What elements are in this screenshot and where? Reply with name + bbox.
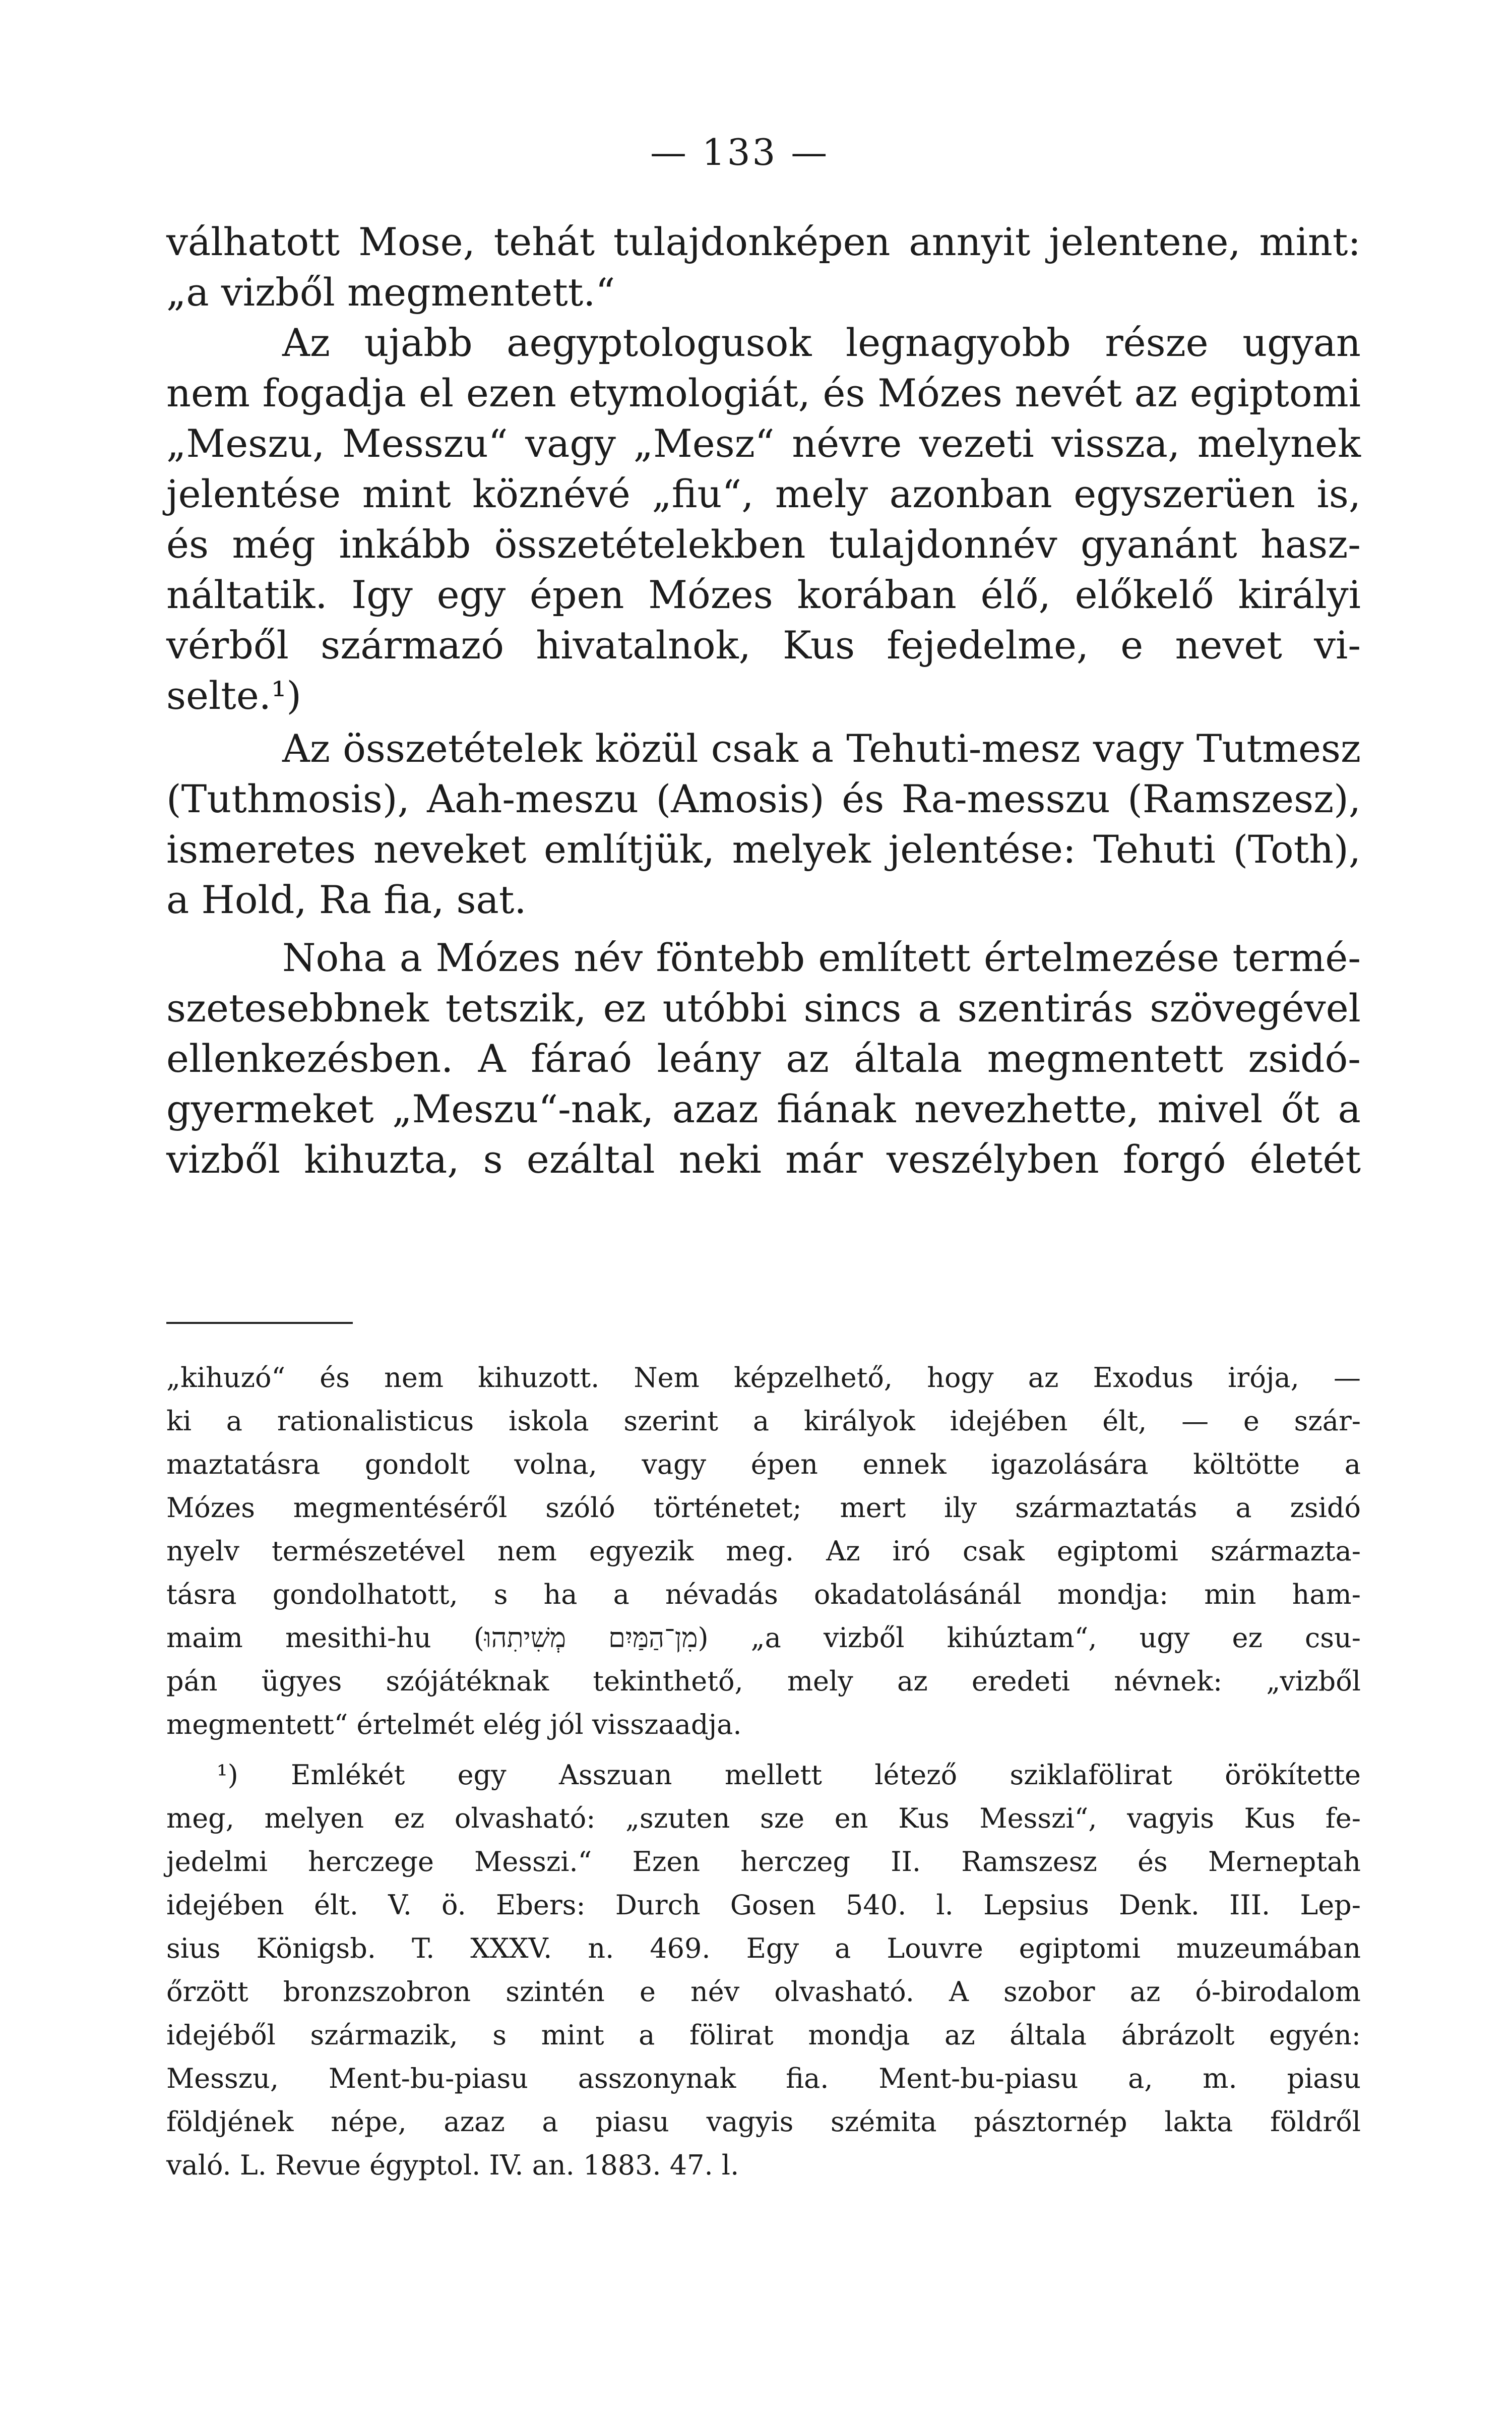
main-text-line-8: náltatik. Igy egy épen Mózes korában élő, előkelő királyi xyxy=(166,572,1361,617)
footnote-line-17: Messzu, Ment-bu-piasu asszonynak fia. Ment-bu-piasu a, m. piasu xyxy=(166,2063,1361,2094)
main-text-line-4: nem fogadja el ezen etymologiát, és Mózes nevét az egiptomi xyxy=(166,371,1361,415)
footnote-line-7: maim mesithi-hu (מִן־הַמַּיִם מְשִׁיתִהוּ) „a vizből kihúztam“, ugy ez csu- xyxy=(166,1622,1361,1654)
footnote-line-3: maztatásra gondolt volna, vagy épen ennek igazolására költötte a xyxy=(166,1448,1361,1480)
main-text-line-17: ellenkezésben. A fáraó leány az általa megmentett zsidó- xyxy=(166,1036,1361,1081)
main-text-line-10: selte.¹) xyxy=(166,673,302,718)
footnote-line-15: őrzött bronzszobron szintén e név olvasható. A szobor az ó-birodalom xyxy=(166,1976,1361,2008)
main-text-line-19: vizből kihuzta, s ezáltal neki már veszélyben forgó életét xyxy=(166,1137,1361,1182)
footnote-line-2: ki a rationalisticus iskola szerint a királyok idejében élt, — e szár- xyxy=(166,1405,1361,1437)
footnote-line-10: ¹) Emlékét egy Asszuan mellett létező sziklafölirat örökítette xyxy=(217,1759,1361,1791)
footnote-line-18: földjének népe, azaz a piasu vagyis szémita pásztornép lakta földről xyxy=(166,2106,1361,2138)
footnote-line-5: nyelv természetével nem egyezik meg. Az iró csak egiptomi származta- xyxy=(166,1535,1361,1567)
main-text-line-13: ismeretes neveket említjük, melyek jelentése: Tehuti (Toth), xyxy=(166,827,1361,872)
footnote-line-11: meg, melyen ez olvasható: „szuten sze en Kus Messzi“, vagyis Kus fe- xyxy=(166,1802,1361,1834)
main-text-line-12: (Tuthmosis), Aah-meszu (Amosis) és Ra-messzu (Ramszesz), xyxy=(166,776,1361,821)
main-text-line-16: szetesebbnek tetszik, ez utóbbi sincs a szentirás szövegével xyxy=(166,986,1361,1031)
page-number: — 133 — xyxy=(650,131,830,173)
footnote-line-6: tásra gondolhatott, s ha a névadás okadatolásánál mondja: min ham- xyxy=(166,1579,1361,1610)
main-text-line-18: gyermeket „Meszu“-nak, azaz fiának nevezhette, mivel őt a xyxy=(166,1086,1361,1131)
main-text-line-9: vérből származó hivatalnok, Kus fejedelme, e nevet vi- xyxy=(166,623,1361,668)
main-text-line-2: „a vizből megmentett.“ xyxy=(166,270,615,315)
footnote-line-12: jedelmi herczege Messzi.“ Ezen herczeg II. Ramszesz és Merneptah xyxy=(166,1846,1361,1878)
main-text-line-6: jelentése mint köznévé „fiu“, mely azonban egyszerüen is, xyxy=(166,471,1361,516)
main-text-line-14: a Hold, Ra fia, sat. xyxy=(166,877,527,922)
footnote-line-1: „kihuzó“ és nem kihuzott. Nem képzelhető, hogy az Exodus irója, — xyxy=(166,1362,1361,1394)
footnote-line-13: idejében élt. V. ö. Ebers: Durch Gosen 540. l. Lepsius Denk. III. Lep- xyxy=(166,1889,1361,1921)
footnote-separator xyxy=(166,1322,353,1324)
footnote-line-19: való. L. Revue égyptol. IV. an. 1883. 47. l. xyxy=(166,2149,739,2181)
footnote-line-8: pán ügyes szójátéknak tekinthető, mely az eredeti névnek: „vizből xyxy=(166,1665,1361,1697)
main-text-line-3: Az ujabb aegyptologusok legnagyobb része ugyan xyxy=(282,320,1361,365)
main-text-line-11: Az összetételek közül csak a Tehuti-mesz vagy Tutmesz xyxy=(282,726,1361,771)
main-text-line-1: válhatott Mose, tehát tulajdonképen annyit jelentene, mint: xyxy=(166,219,1361,264)
footnote-line-9: megmentett“ értelmét elég jól visszaadja. xyxy=(166,1709,742,1740)
footnote-line-16: idejéből származik, s mint a fölirat mondja az általa ábrázolt egyén: xyxy=(166,2019,1361,2051)
main-text-line-7: és még inkább összetételekben tulajdonnév gyanánt hasz- xyxy=(166,522,1361,567)
main-text-line-5: „Meszu, Messzu“ vagy „Mesz“ névre vezeti vissza, melynek xyxy=(166,421,1361,466)
footnote-line-4: Mózes megmentéséről szóló történetet; mert ily származtatás a zsidó xyxy=(166,1492,1361,1524)
main-text-line-15: Noha a Mózes név föntebb említett értelmezése termé- xyxy=(282,935,1361,980)
footnote-line-14: sius Königsb. T. XXXV. n. 469. Egy a Louvre egiptomi muzeumában xyxy=(166,1932,1361,1964)
